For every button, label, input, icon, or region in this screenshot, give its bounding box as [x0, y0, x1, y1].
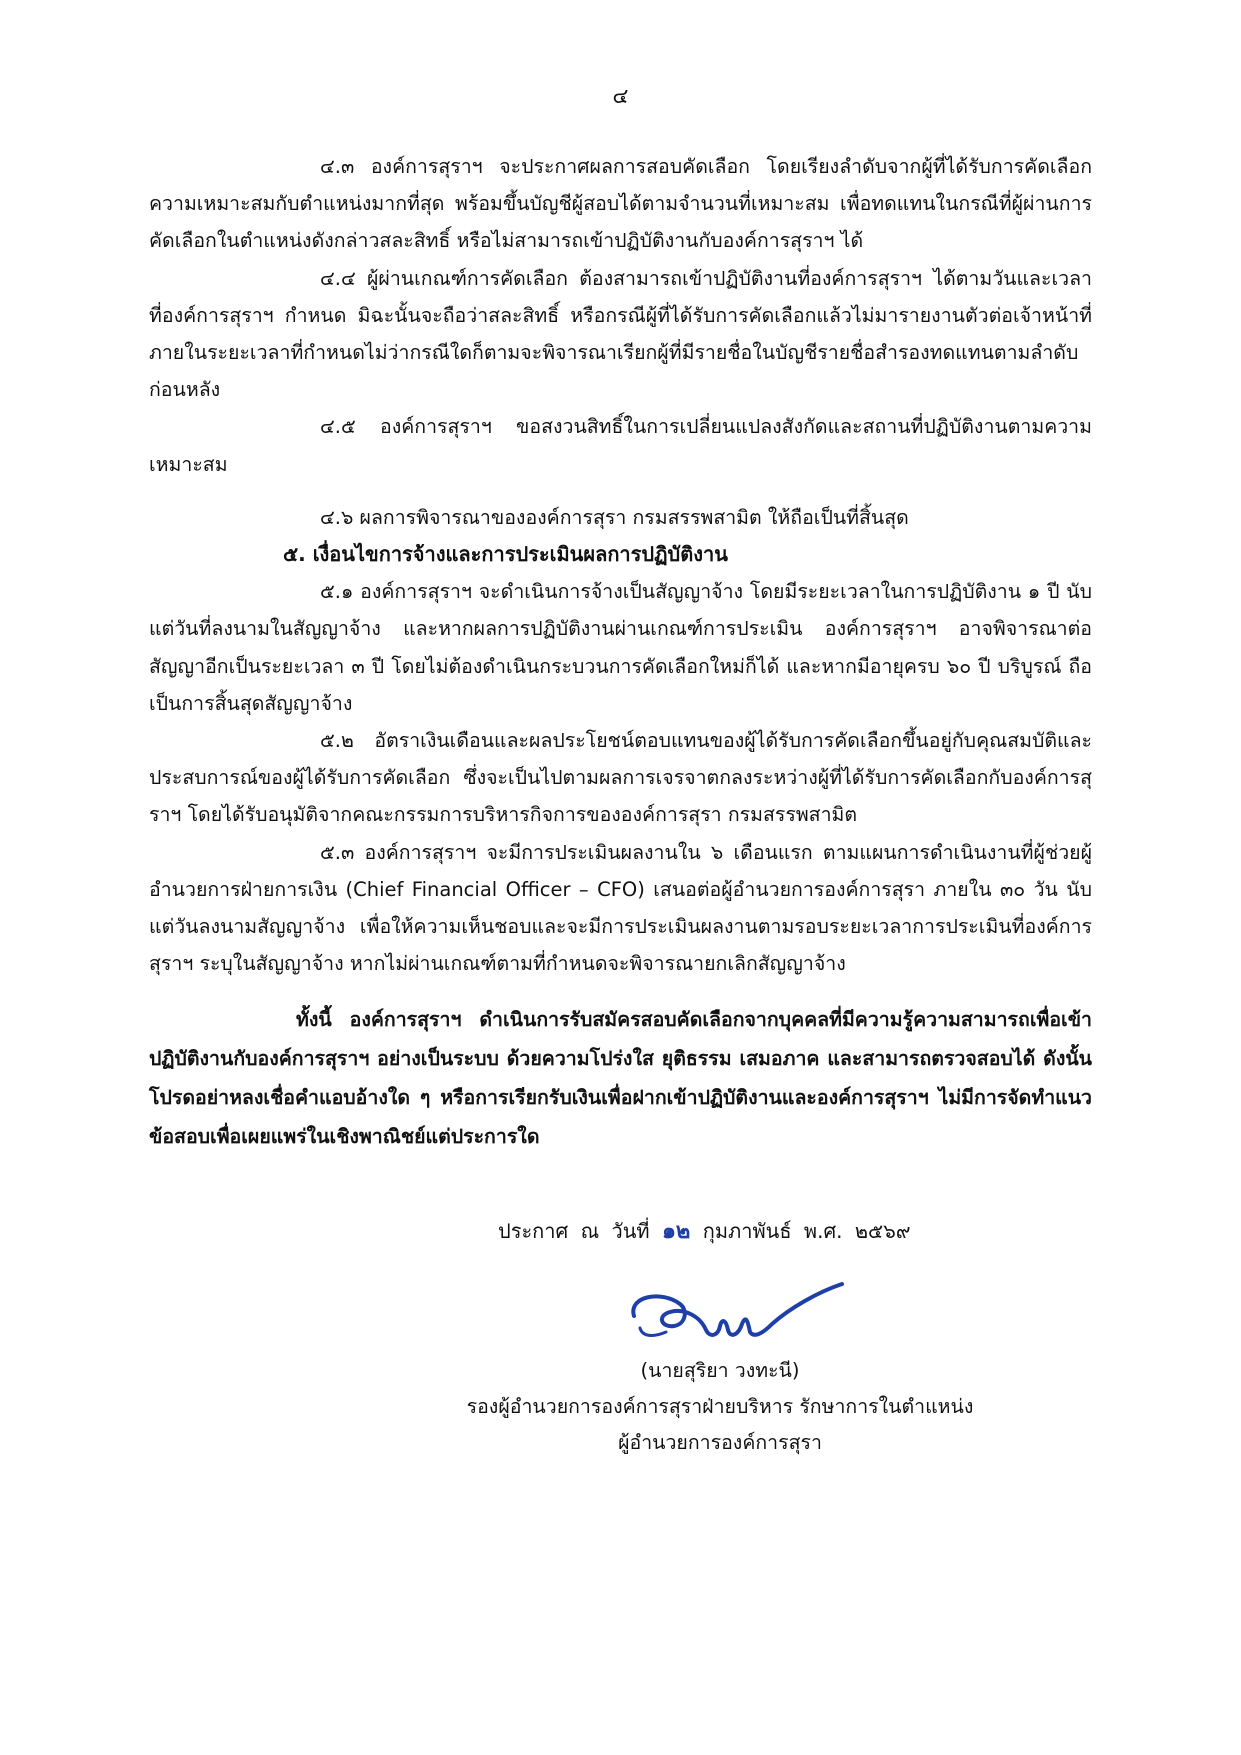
- announcement-prefix: ประกาศ ณ วันที่: [498, 1219, 650, 1243]
- signature-block: [440, 1353, 1000, 1461]
- paragraph-5-1: ๕.๑ องค์การสุราฯ จะดำเนินการจ้างเป็นสัญญาจ้าง โดยมีระยะเวลาในการปฏิบัติงาน ๑ ปี นับแต่วันที่ลงนามในสัญญาจ้าง และหากผลการปฏิบัติงานผ่านเกณฑ์การประเมิน องค์การสุราฯ อาจพิจารณาต่อสัญญาอีกเป็นระยะเวลา ๓ ปี โดยไม่ต้องดำเนินกระบวนการคัดเลือกใหม่ก็ได้ และหากมีอายุครบ ๖๐ ปี บริบูรณ์ ถือเป็นการสิ้นสุดสัญญาจ้าง: [149, 580, 1092, 715]
- announcement-month: กุมภาพันธ์: [702, 1219, 792, 1243]
- paragraph-4-3: ๔.๓ องค์การสุราฯ จะประกาศผลการสอบคัดเลือก โดยเรียงลำดับจากผู้ที่ได้รับการคัดเลือกความเหมาะสมกับตำแหน่งมากที่สุด พร้อมขึ้นบัญชีผู้สอบได้ตามจำนวนที่เหมาะสม เพื่อทดแทนในกรณีที่ผู้ผ่านการคัดเลือกในตำแหน่งดังกล่าวสละสิทธิ์ หรือไม่สามารถเข้าปฏิบัติงานกับองค์การสุราฯ ได้: [149, 155, 1092, 253]
- announcement-year-label: พ.ศ.: [803, 1219, 843, 1243]
- section-5-heading: ๕. เงื่อนไขการจ้างและการประเมินผลการปฏิบัติงาน: [283, 542, 728, 567]
- paragraph-4-6: ๔.๖ ผลการพิจารณาขององค์การสุรา กรมสรรพสามิต ให้ถือเป็นที่สิ้นสุด: [320, 505, 909, 529]
- paragraph-5-3: ๕.๓ องค์การสุราฯ จะมีการประเมินผลงานใน ๖ เดือนแรก ตามแผนการดำเนินงานที่ผู้ช่วยผู้อำนวยการฝ่ายการเงิน (Chief Financial Officer – CFO) เสนอต่อผู้อำนวยการองค์การสุรา ภายใน ๓๐ วัน นับแต่วันลงนามสัญญาจ้าง เพื่อให้ความเห็นชอบและจะมีการประเมินผลงานตามรอบระยะเวลาการประเมินที่องค์การสุราฯ ระบุในสัญญาจ้าง หากไม่ผ่านเกณฑ์ตามที่กำหนดจะพิจารณายกเลิกสัญญาจ้าง: [149, 840, 1092, 976]
- page-number: ๔: [612, 84, 629, 108]
- signatory-acting-title: ผู้อำนวยการองค์การสุรา: [618, 1431, 822, 1454]
- signatory-name: (นายสุริยา วงทะนี): [640, 1359, 800, 1382]
- document-body: [149, 148, 1092, 1156]
- anti-fraud-notice: ทั้งนี้ องค์การสุราฯ ดำเนินการรับสมัครสอบคัดเลือกจากบุคคลที่มีความรู้ความสามารถเพื่อเข้าปฏิบัติงานกับองค์การสุราฯ อย่างเป็นระบบ ด้วยความโปร่งใส ยุติธรรม เสมอภาค และสามารถตรวจสอบได้ ดังนั้น โปรดอย่าหลงเชื่อคำแอบอ้างใด ๆ หรือการเรียกรับเงินเพื่อฝากเข้าปฏิบัติงานและองค์การสุราฯ ไม่มีการจัดทำแนวข้อสอบเพื่อเผยแพร่ในเชิงพาณิชย์แต่ประการใด: [149, 1008, 1092, 1149]
- announcement-date: [498, 1213, 911, 1248]
- paragraph-4-5: ๔.๕ องค์การสุราฯ ขอสงวนสิทธิ์ในการเปลี่ยนแปลงสังกัดและสถานที่ปฏิบัติงานตามความเหมาะสม: [149, 415, 1092, 476]
- handwritten-signature: [622, 1276, 852, 1356]
- announcement-year: ๒๕๖๙: [854, 1219, 911, 1243]
- paragraph-4-4: ๔.๔ ผู้ผ่านเกณฑ์การคัดเลือก ต้องสามารถเข้าปฏิบัติงานที่องค์การสุราฯ ได้ตามวันและเวลา ที่องค์การสุราฯ กำหนด มิฉะนั้นจะถือว่าสละสิทธิ์ หรือกรณีผู้ที่ได้รับการคัดเลือกแล้วไม่มารายงานตัวต่อเจ้าหน้าที่ภายในระยะเวลาที่กำหนดไม่ว่ากรณีใดก็ตามจะพิจารณาเรียกผู้ที่มีรายชื่อในบัญชีรายชื่อสำรองทดแทนตามลำดับก่อนหลัง: [149, 266, 1092, 402]
- paragraph-5-2: ๕.๒ อัตราเงินเดือนและผลประโยชน์ตอบแทนของผู้ได้รับการคัดเลือกขึ้นอยู่กับคุณสมบัติและประสบการณ์ของผู้ได้รับการคัดเลือก ซึ่งจะเป็นไปตามผลการเจรจาตกลงระหว่างผู้ที่ได้รับการคัดเลือกกับองค์การสุราฯ โดยได้รับอนุมัติจากคณะกรรมการบริหารกิจการขององค์การสุรา กรมสรรพสามิต: [149, 729, 1092, 827]
- signatory-position: รองผู้อำนวยการองค์การสุราฝ่ายบริหาร รักษาการในตำแหน่ง: [466, 1395, 974, 1418]
- announcement-day: ๑๒: [661, 1219, 691, 1244]
